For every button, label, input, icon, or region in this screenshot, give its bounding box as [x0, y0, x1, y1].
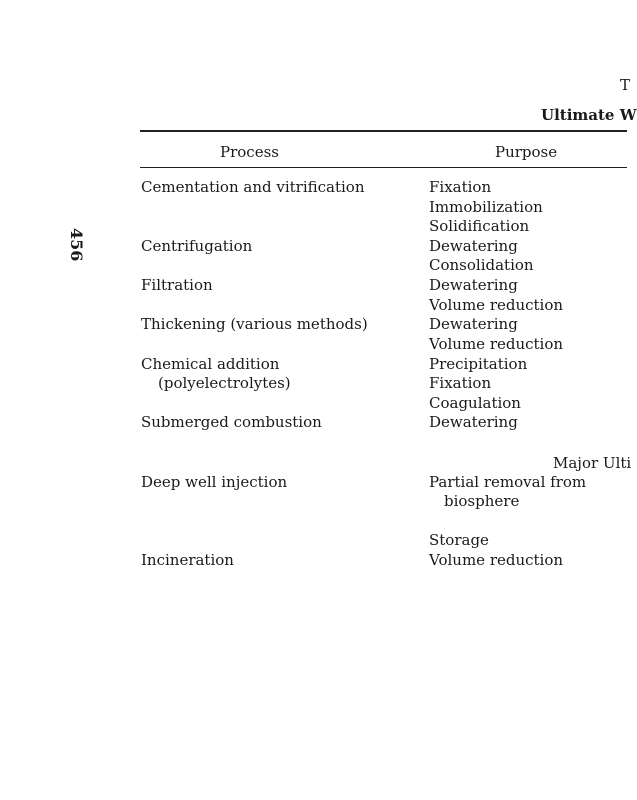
process-cell: Chemical addition	[141, 355, 280, 373]
table-title-fragment: T	[620, 76, 631, 94]
purpose-cell: Coagulation	[429, 394, 521, 412]
process-cell: Thickening (various methods)	[141, 315, 368, 333]
purpose-cell: Volume reduction	[429, 296, 564, 314]
purpose-cell: Dewatering	[429, 276, 518, 294]
purpose-cell: Dewatering	[429, 315, 518, 333]
process-cell: Submerged combustion	[141, 413, 322, 431]
column-header-process: Process	[220, 143, 279, 161]
purpose-cell: Immobilization	[429, 198, 543, 216]
purpose-cell-continuation: biosphere	[444, 492, 520, 510]
top-rule	[140, 130, 627, 132]
purpose-cell: Volume reduction	[429, 335, 564, 353]
purpose-cell: Volume reduction	[429, 551, 564, 569]
purpose-cell: Consolidation	[429, 256, 534, 274]
purpose-cell: Dewatering	[429, 413, 518, 431]
purpose-cell: Solidification	[429, 217, 530, 235]
process-cell: Centrifugation	[141, 237, 253, 255]
purpose-cell: Dewatering	[429, 237, 518, 255]
purpose-cell: Fixation	[429, 374, 492, 392]
purpose-cell: Precipitation	[429, 355, 528, 373]
purpose-cell: Fixation	[429, 178, 492, 196]
section-label-fragment: Major Ulti	[553, 454, 632, 472]
table-subtitle-fragment: Ultimate W	[541, 106, 637, 124]
process-cell: Deep well injection	[141, 473, 288, 491]
process-cell-continuation: (polyelectrolytes)	[158, 374, 291, 392]
column-header-purpose: Purpose	[495, 143, 558, 161]
purpose-cell: Storage	[429, 531, 489, 549]
header-rule	[140, 167, 627, 168]
purpose-cell: Partial removal from	[429, 473, 587, 491]
page-number: 456	[67, 228, 86, 262]
process-cell: Cementation and vitrification	[141, 178, 365, 196]
process-cell: Incineration	[141, 551, 234, 569]
process-cell: Filtration	[141, 276, 213, 294]
